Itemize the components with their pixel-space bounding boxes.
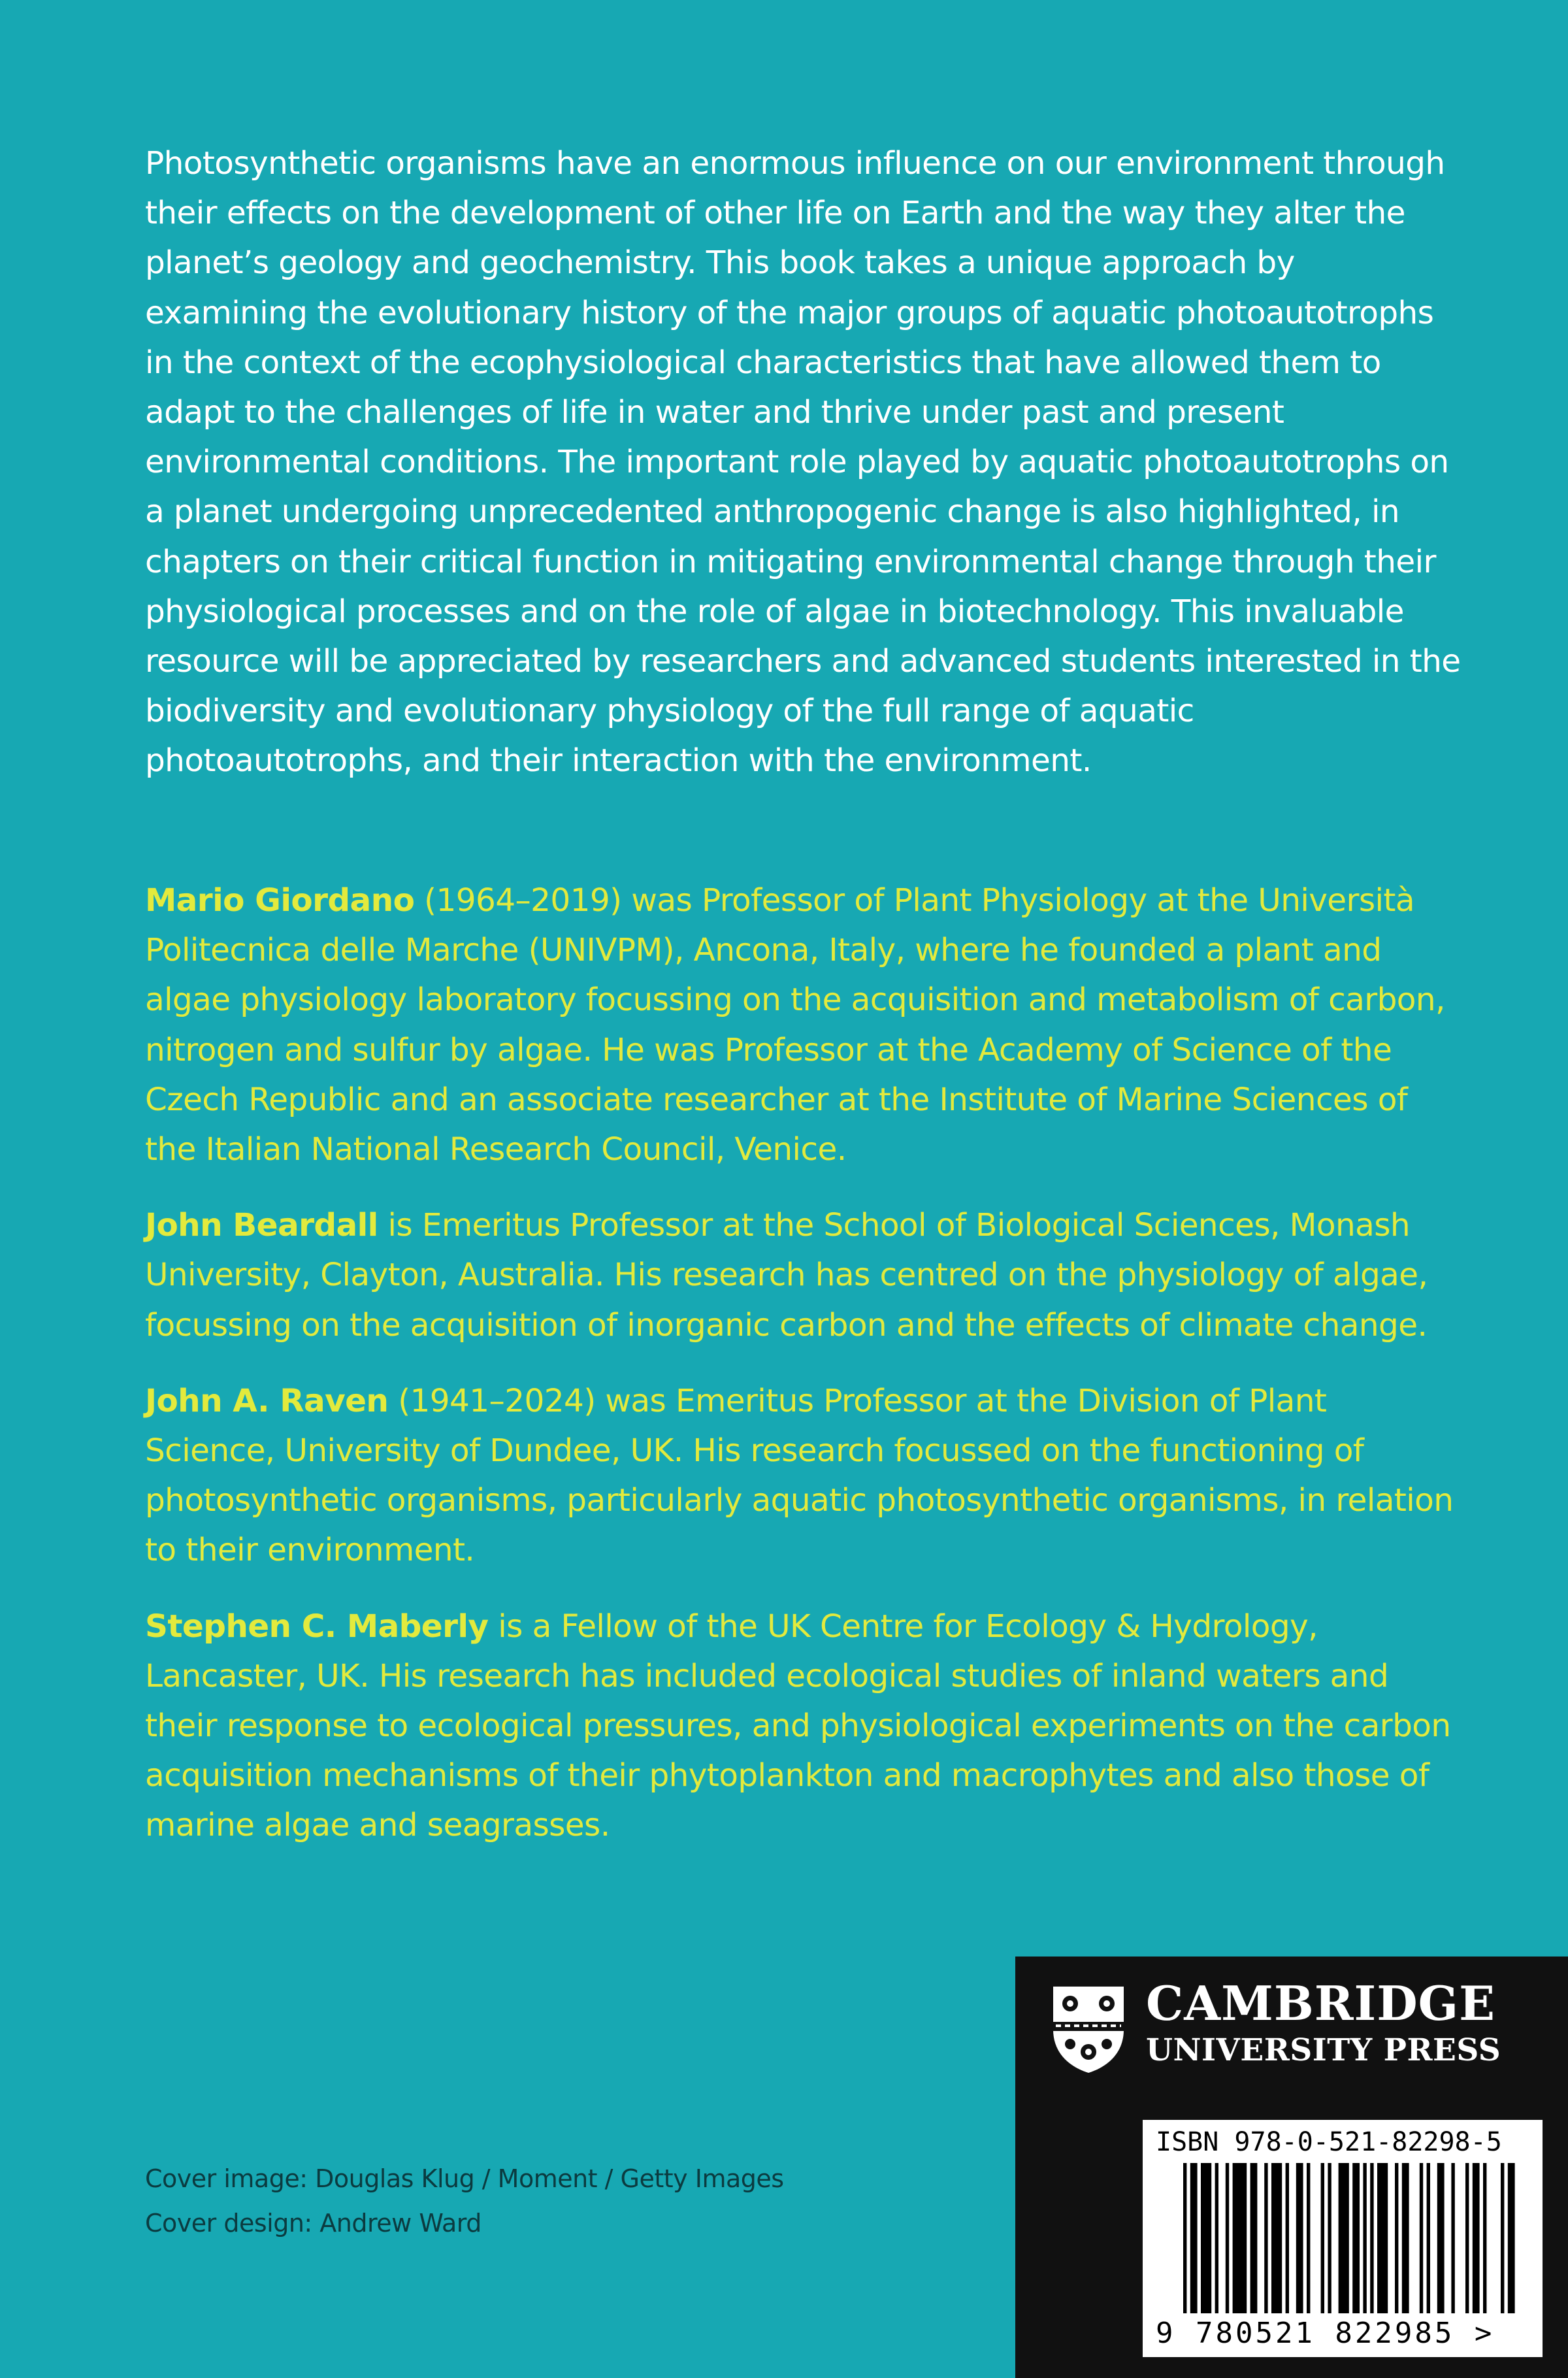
isbn-label: ISBN 978-0-521-82298-5 (1156, 2127, 1502, 2157)
barcode-bar (1286, 2163, 1289, 2313)
book-description: Photosynthetic organisms have an enormous influence on our environment through their effects on the development of other life on Earth and the way they alter the planet’s geology and geochemistry. This book takes a unique approach by examining the evolutionary history of the major groups of aquatic photoautotrophs in the context of the ecophysiological characteristics that have allowed them to adapt to the challenges of life in water and thrive under past and present environmental conditions. The important role played by aquatic photoautotrophs on a planet undergoing unprecedented anthropogenic change is also highlighted, in chapters on their critical function in mitigating environmental change through their physiological processes and on the role of algae in biotechnology. This invaluable resource will be appreciated by researchers and advanced students interested in the biodiversity and evolutionary physiology of the full range of aquatic photoautotrophs, and their interaction with the environment. (145, 145, 1461, 780)
author-bio (145, 1200, 1465, 1350)
author-name: John Beardall (145, 1207, 378, 1244)
barcode-bar (1190, 2163, 1198, 2313)
barcode-bar (1473, 2163, 1480, 2313)
barcode-bar (1271, 2163, 1282, 2313)
author-bio (145, 876, 1465, 1174)
author-bios (145, 876, 1465, 1877)
barcode-bar (1226, 2163, 1229, 2313)
barcode-bar (1328, 2163, 1331, 2313)
author-bio (145, 1376, 1465, 1576)
barcode-bar (1483, 2163, 1486, 2313)
barcode-bar (1352, 2163, 1360, 2313)
barcode-bar (1402, 2163, 1409, 2313)
barcode-bar (1215, 2163, 1218, 2313)
author-bio-text: is a Fellow of the UK Centre for Ecology & Hydrology, Lancaster, UK. His research has included ecological studies of inland waters and their response to ecological pressures, and physiological experiments on the carbon acquisition mechanisms of their phytoplankton and macrophytes and also those of marine algae and seagrasses. (145, 1608, 1451, 1844)
author-name: Mario Giordano (145, 882, 415, 919)
barcode-bar (1321, 2163, 1324, 2313)
barcode-bar (1264, 2163, 1267, 2313)
publisher-block (1015, 1957, 1568, 2378)
isbn-barcode (1143, 2120, 1543, 2357)
barcode-bar (1296, 2163, 1303, 2313)
barcode-bar (1420, 2163, 1423, 2313)
barcode-bar (1437, 2163, 1445, 2313)
barcode-bar (1451, 2163, 1454, 2313)
author-bio-text: is Emeritus Professor at the School of Biological Sciences, Monash University, Clayton, Australia. His research has centred on the physiology of algae, focussing on the acquisition of inorganic carbon and the effects of climate change. (145, 1207, 1428, 1344)
cover-design-credit: Cover design: Andrew Ward (145, 2209, 482, 2238)
author-name: Stephen C. Maberly (145, 1608, 489, 1645)
barcode-bar (1508, 2163, 1515, 2313)
barcode-bar (1339, 2163, 1349, 2313)
barcode-bar (1201, 2163, 1211, 2313)
barcode-bar (1465, 2163, 1469, 2313)
barcode-bar (1427, 2163, 1430, 2313)
author-bio-text: (1941–2024) was Emeritus Professor at the Division of Plant Science, University of Dundee, UK. His research focussed on the functioning of photosynthetic organisms, particularly aquatic photosynthetic organisms, in relation to their environment. (145, 1382, 1454, 1569)
author-bio (145, 1602, 1465, 1851)
barcode-digits: 9 780521 822985 > (1156, 2317, 1495, 2350)
cover-credits (145, 2156, 784, 2245)
publisher-name-line2: UNIVERSITY PRESS (1146, 2032, 1501, 2068)
university-crest-icon (1051, 1984, 1126, 2075)
barcode-bar (1501, 2163, 1504, 2313)
barcode-bar (1250, 2163, 1258, 2313)
barcode-bar (1233, 2163, 1247, 2313)
author-name: John A. Raven (145, 1382, 389, 1419)
publisher-name-line1: CAMBRIDGE (1146, 1975, 1496, 2031)
barcode-bar (1370, 2163, 1373, 2313)
publisher-name (1146, 1976, 1501, 2070)
author-bio-text: (1964–2019) was Professor of Plant Physiology at the Università Politecnica delle Marche (UNIVPM), Ancona, Italy, where he founded a plant and algae physiology laboratory focussing on the acquisition and metabolism of carbon, nitrogen and sulfur by algae. He was Professor at the Academy of Science of the Czech Republic and an associate researcher at the Institute of Marine Sciences of the Italian National Research Council, Venice. (145, 882, 1445, 1168)
barcode-bar (1183, 2163, 1186, 2313)
barcode-bar (1377, 2163, 1388, 2313)
barcode-bar (1395, 2163, 1398, 2313)
barcode-bar (1363, 2163, 1366, 2313)
barcode-bar (1307, 2163, 1310, 2313)
cover-image-credit: Cover image: Douglas Klug / Moment / Getty Images (145, 2164, 784, 2193)
